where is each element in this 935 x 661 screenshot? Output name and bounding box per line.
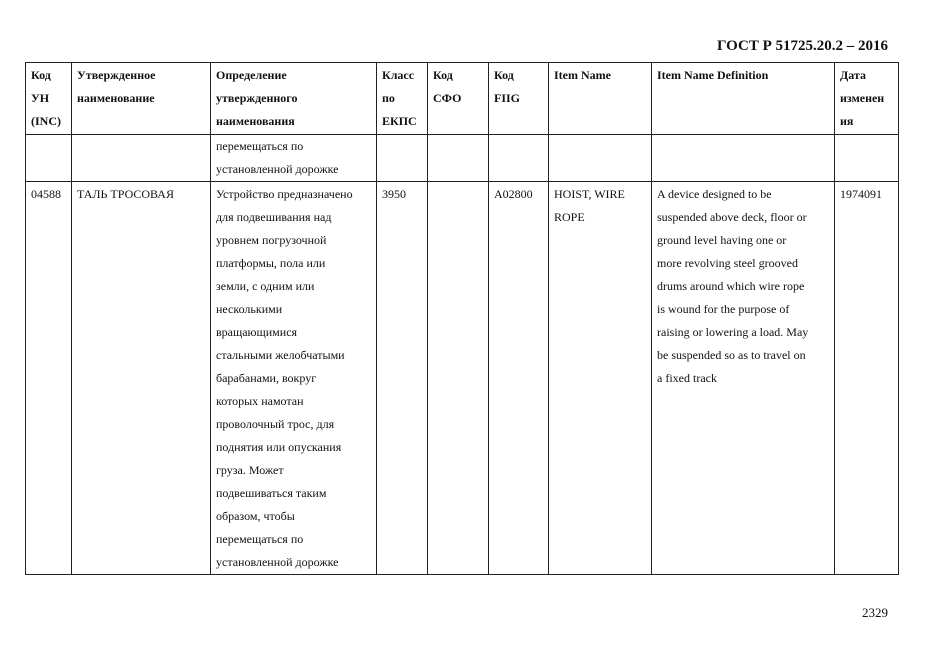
header-approved-name: Утвержденное наименование [72,63,211,135]
table-row-continuation [26,135,899,182]
document-code: ГОСТ Р 51725.20.2 – 2016 [716,38,888,54]
fiig-code-cell: A02800 [489,182,549,575]
table-cell [377,135,428,182]
page-number: 2329 [862,605,888,620]
catalog-table [25,62,899,575]
approved-name-cell: ТАЛЬ ТРОСОВАЯ [72,182,211,575]
table-cell [489,135,549,182]
header-change-date: Дата изменен ия [835,63,899,135]
table-cell [652,135,835,182]
header-fiig-code: Код FIIG [489,63,549,135]
continuation-definition-cell: перемещаться по установленной дорожке [211,135,377,182]
table-header-row [26,63,899,135]
table-cell [835,135,899,182]
header-item-name: Item Name [549,63,652,135]
ekps-class-cell: 3950 [377,182,428,575]
inc-cell: 04588 [26,182,72,575]
change-date-cell: 1974091 [835,182,899,575]
header-inc: Код УН (INC) [26,63,72,135]
header-item-name-definition: Item Name Definition [652,63,835,135]
header-ekps-class: Класс по ЕКПС [377,63,428,135]
table-cell [72,135,211,182]
sfo-code-cell [428,182,489,575]
header-definition: Определение утвержденного наименования [211,63,377,135]
table-row [26,182,899,575]
definition-cell: Устройство предназначено для подвешивания над уровнем погрузочной платформы, пола или земли, с одним или несколькими вращающимися стальными желобчатыми барабанами, вокруг которых намотан проволочный трос, для поднятия или опускания груза. Может подвешиваться таким образом, чтобы перемещаться по установленной дорожке [211,182,377,575]
table-cell [549,135,652,182]
item-name-definition-cell: A device designed to be suspended above deck, floor or ground level having one or more revolving steel grooved drums around which wire rope is wound for the purpose of raising or lowering a load. May be suspended so as to travel on a fixed track [652,182,835,575]
table-cell [26,135,72,182]
item-name-cell: HOIST, WIRE ROPE [549,182,652,575]
table-cell [428,135,489,182]
header-sfo-code: Код СФО [428,63,489,135]
